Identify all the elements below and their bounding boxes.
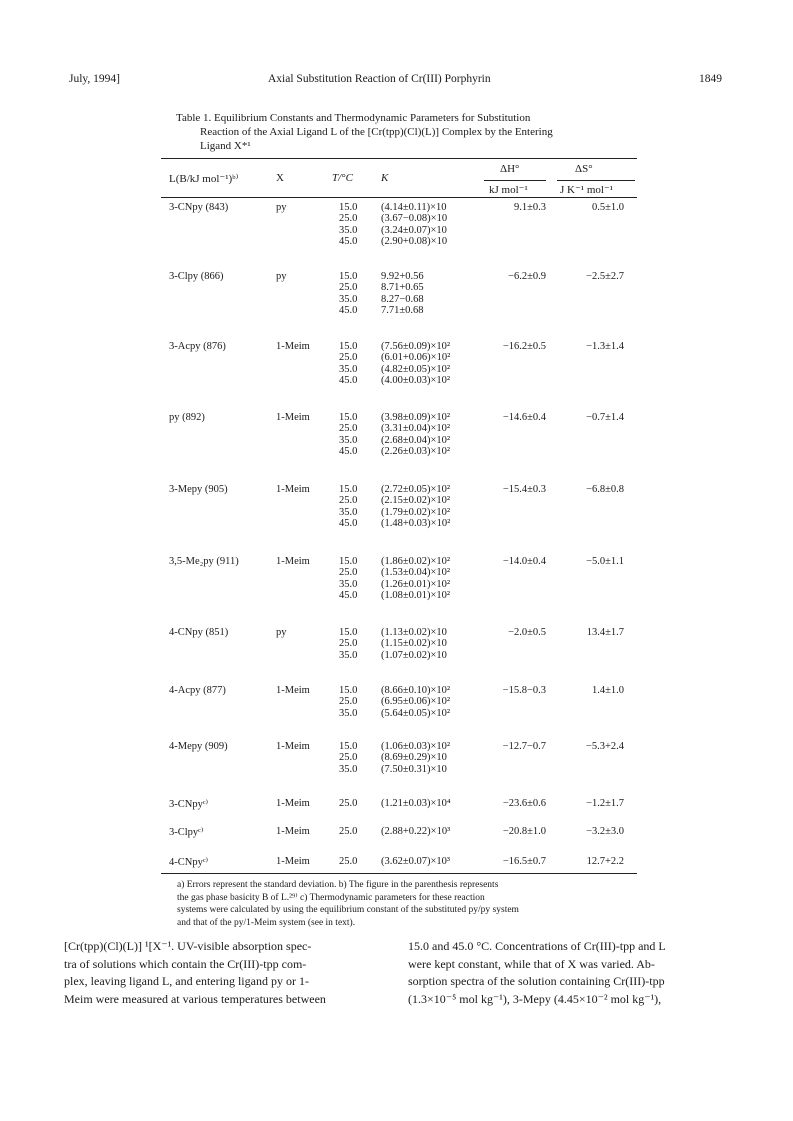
table-bottom-rule [161, 873, 637, 874]
dh-cell: −6.2±0.9 [508, 271, 546, 282]
entering-cell: 1-Meim [276, 341, 310, 352]
k-cell: (3.62±0.07)×10³ [381, 856, 451, 867]
k-cell: (1.06±0.03)×10² (8.69±0.29)×10 (7.50±0.31)×10 [381, 741, 451, 775]
footnote-line: systems were calculated by using the equilibrium constant of the substituted py/py system [177, 905, 519, 915]
body-text-right-column [408, 938, 738, 1008]
ligand-cell: 3-CNpyᶜ⁾ [169, 799, 209, 810]
ligand-cell: 3-CNpy (843) [169, 202, 229, 213]
body-line: sorption spectra of the solution containing Cr(III)-tpp [408, 974, 665, 988]
page-number: 1849 [699, 73, 722, 85]
ligand-cell: 3-Mepy (905) [169, 484, 228, 495]
temperature-cell: 15.0 25.0 35.0 [339, 627, 358, 661]
temperature-cell: 15.0 25.0 35.0 45.0 [339, 556, 358, 602]
footnote-line: a) Errors represent the standard deviation. b) The figure in the parenthesis represents [177, 880, 499, 890]
body-line: (1.3×10⁻⁵ mol kg⁻¹), 3-Mepy (4.45×10⁻² mol kg⁻¹), [408, 991, 662, 1006]
entering-cell: py [276, 271, 287, 282]
ds-cell: 0.5±1.0 [591, 202, 624, 213]
ligand-cell: py (892) [169, 412, 205, 423]
ds-cell: −5.0±1.1 [586, 556, 624, 567]
dh-cell: −2.0±0.5 [508, 627, 546, 638]
ligand-cell: 3-Acpy (876) [169, 341, 226, 352]
dh-cell: −15.4±0.3 [502, 484, 546, 495]
body-line: tra of solutions which contain the Cr(III)-tpp com- [64, 956, 307, 971]
ligand-cell: 4-CNpyᶜ⁾ [169, 857, 209, 868]
k-header-text: K [381, 172, 389, 184]
temperature-cell: 25.0 [339, 826, 358, 837]
temperature-cell: 25.0 [339, 856, 358, 867]
body-line: plex, leaving ligand L, and entering ligand py or 1- [64, 974, 309, 988]
caption-line: Ligand X*¹ [200, 140, 251, 152]
body-text-left-column [64, 938, 386, 1008]
ligand-cell: 3,5-Me₂py (911) [169, 556, 239, 567]
col-header-entering: X [276, 172, 284, 184]
table-caption [176, 111, 626, 153]
running-header-date: July, 1994] [69, 73, 121, 85]
dh-subrule [484, 180, 546, 181]
body-line: 15.0 and 45.0 °C. Concentrations of Cr(III)-tpp and L [408, 939, 666, 953]
dh-cell: 9.1±0.3 [513, 202, 546, 213]
entering-cell: 1-Meim [276, 484, 310, 495]
k-cell: (1.13±0.02)×10 (1.15±0.02)×10 (1.07±0.02)×10 [381, 627, 447, 661]
k-cell: (2.72±0.05)×10² (2.15±0.02)×10² (1.79±0.02)×10² (1.48+0.03)×10² [381, 484, 451, 530]
dh-cell: −15.8−0.3 [502, 685, 546, 696]
ds-cell: −5.3+2.4 [585, 741, 624, 752]
col-header-dh-unit: kJ mol⁻¹ [489, 184, 528, 196]
footnote-line: the gas phase basicity B of L.²⁹⁾ c) Thermodynamic parameters for these reaction [177, 892, 485, 903]
ligand-cell: 3-Clpyᶜ⁾ [169, 827, 204, 838]
ds-subrule [557, 180, 635, 181]
body-line: were kept constant, while that of X was varied. Ab- [408, 956, 655, 971]
running-header-title: Axial Substitution Reaction of Cr(III) Porphyrin [268, 73, 491, 85]
caption-line: Table 1. Equilibrium Constants and Thermodynamic Parameters for Substitution [176, 112, 531, 124]
entering-cell: py [276, 627, 287, 638]
header-bottom-rule [161, 197, 637, 198]
ds-cell: −2.5±2.7 [586, 271, 624, 282]
body-line: Meim were measured at various temperatures between [64, 991, 326, 1006]
dh-cell: −16.5±0.7 [502, 856, 546, 867]
k-cell: (1.21±0.03)×10⁴ [381, 798, 451, 809]
temperature-cell: 15.0 25.0 35.0 45.0 [339, 271, 358, 317]
entering-cell: 1-Meim [276, 412, 310, 423]
ds-cell: −1.3±1.4 [586, 341, 624, 352]
dh-cell: −16.2±0.5 [502, 341, 546, 352]
caption-line: Reaction of the Axial Ligand L of the [Cr(tpp)(Cl)(L)] Complex by the Entering [200, 126, 553, 138]
ds-cell: −6.8±0.8 [586, 484, 624, 495]
col-header-ligand: L(B/kJ mol⁻¹)ᵇ⁾ [169, 173, 239, 185]
temp-header-text: T/°C [332, 172, 353, 184]
temperature-cell: 15.0 25.0 35.0 45.0 [339, 341, 358, 387]
temperature-cell: 15.0 25.0 35.0 45.0 [339, 412, 358, 458]
ds-cell: −0.7±1.4 [586, 412, 624, 423]
ligand-cell: 4-CNpy (851) [169, 627, 229, 638]
ds-cell: 1.4±1.0 [591, 685, 624, 696]
dh-cell: −12.7−0.7 [502, 741, 546, 752]
dh-cell: −14.6±0.4 [502, 412, 546, 423]
temperature-cell: 15.0 25.0 35.0 45.0 [339, 202, 358, 248]
temperature-cell: 15.0 25.0 35.0 [339, 685, 358, 719]
table-footnotes [177, 879, 627, 929]
k-cell: (8.66±0.10)×10² (6.95±0.06)×10² (5.64±0.05)×10² [381, 685, 451, 719]
ligand-cell: 4-Mepy (909) [169, 741, 228, 752]
entering-cell: 1-Meim [276, 798, 310, 809]
dh-cell: −23.6±0.6 [502, 798, 546, 809]
entering-cell: 1-Meim [276, 685, 310, 696]
footnote-line: and that of the py/1-Meim system (see in text). [177, 917, 356, 928]
entering-cell: py [276, 202, 287, 213]
body-line: [Cr(tpp)(Cl)(L)] ¹[X⁻¹. UV-visible absorption spec- [64, 939, 312, 953]
col-header-temp [332, 172, 353, 184]
col-header-dh: ΔH° [500, 163, 520, 175]
col-header-ds-unit: J K⁻¹ mol⁻¹ [560, 184, 614, 196]
k-cell: (3.98±0.09)×10² (3.31±0.04)×10² (2.68±0.04)×10² (2.26±0.03)×10² [381, 412, 451, 458]
dh-cell: −20.8±1.0 [502, 826, 546, 837]
k-cell: (7.56±0.09)×10² (6.01+0.06)×10² (4.82±0.05)×10² (4.00±0.03)×10² [381, 341, 451, 387]
col-header-k [381, 172, 388, 184]
col-header-ds: ΔS° [575, 163, 593, 175]
entering-cell: 1-Meim [276, 556, 310, 567]
k-cell: (4.14±0.11)×10 (3.67−0.08)×10 (3.24±0.07)×10 (2.90+0.08)×10 [381, 202, 448, 248]
temperature-cell: 15.0 25.0 35.0 [339, 741, 358, 775]
table-top-rule [161, 158, 637, 159]
ligand-cell: 3-Clpy (866) [169, 271, 224, 282]
ds-cell: 13.4±1.7 [586, 627, 624, 638]
ds-cell: −3.2±3.0 [586, 826, 624, 837]
entering-cell: 1-Meim [276, 856, 310, 867]
dh-cell: −14.0±0.4 [502, 556, 546, 567]
k-cell: (2.88+0.22)×10³ [381, 826, 451, 837]
entering-cell: 1-Meim [276, 741, 310, 752]
entering-cell: 1-Meim [276, 826, 310, 837]
ds-cell: −1.2±1.7 [586, 798, 624, 809]
temperature-cell: 15.0 25.0 35.0 45.0 [339, 484, 358, 530]
temperature-cell: 25.0 [339, 798, 358, 809]
ligand-cell: 4-Acpy (877) [169, 685, 226, 696]
ds-cell: 12.7+2.2 [586, 856, 624, 867]
k-cell: 9.92+0.56 8.71+0.65 8.27−0.68 7.71±0.68 [381, 271, 424, 317]
k-cell: (1.86±0.02)×10² (1.53±0.04)×10² (1.26±0.01)×10² (1.08±0.01)×10² [381, 556, 451, 602]
